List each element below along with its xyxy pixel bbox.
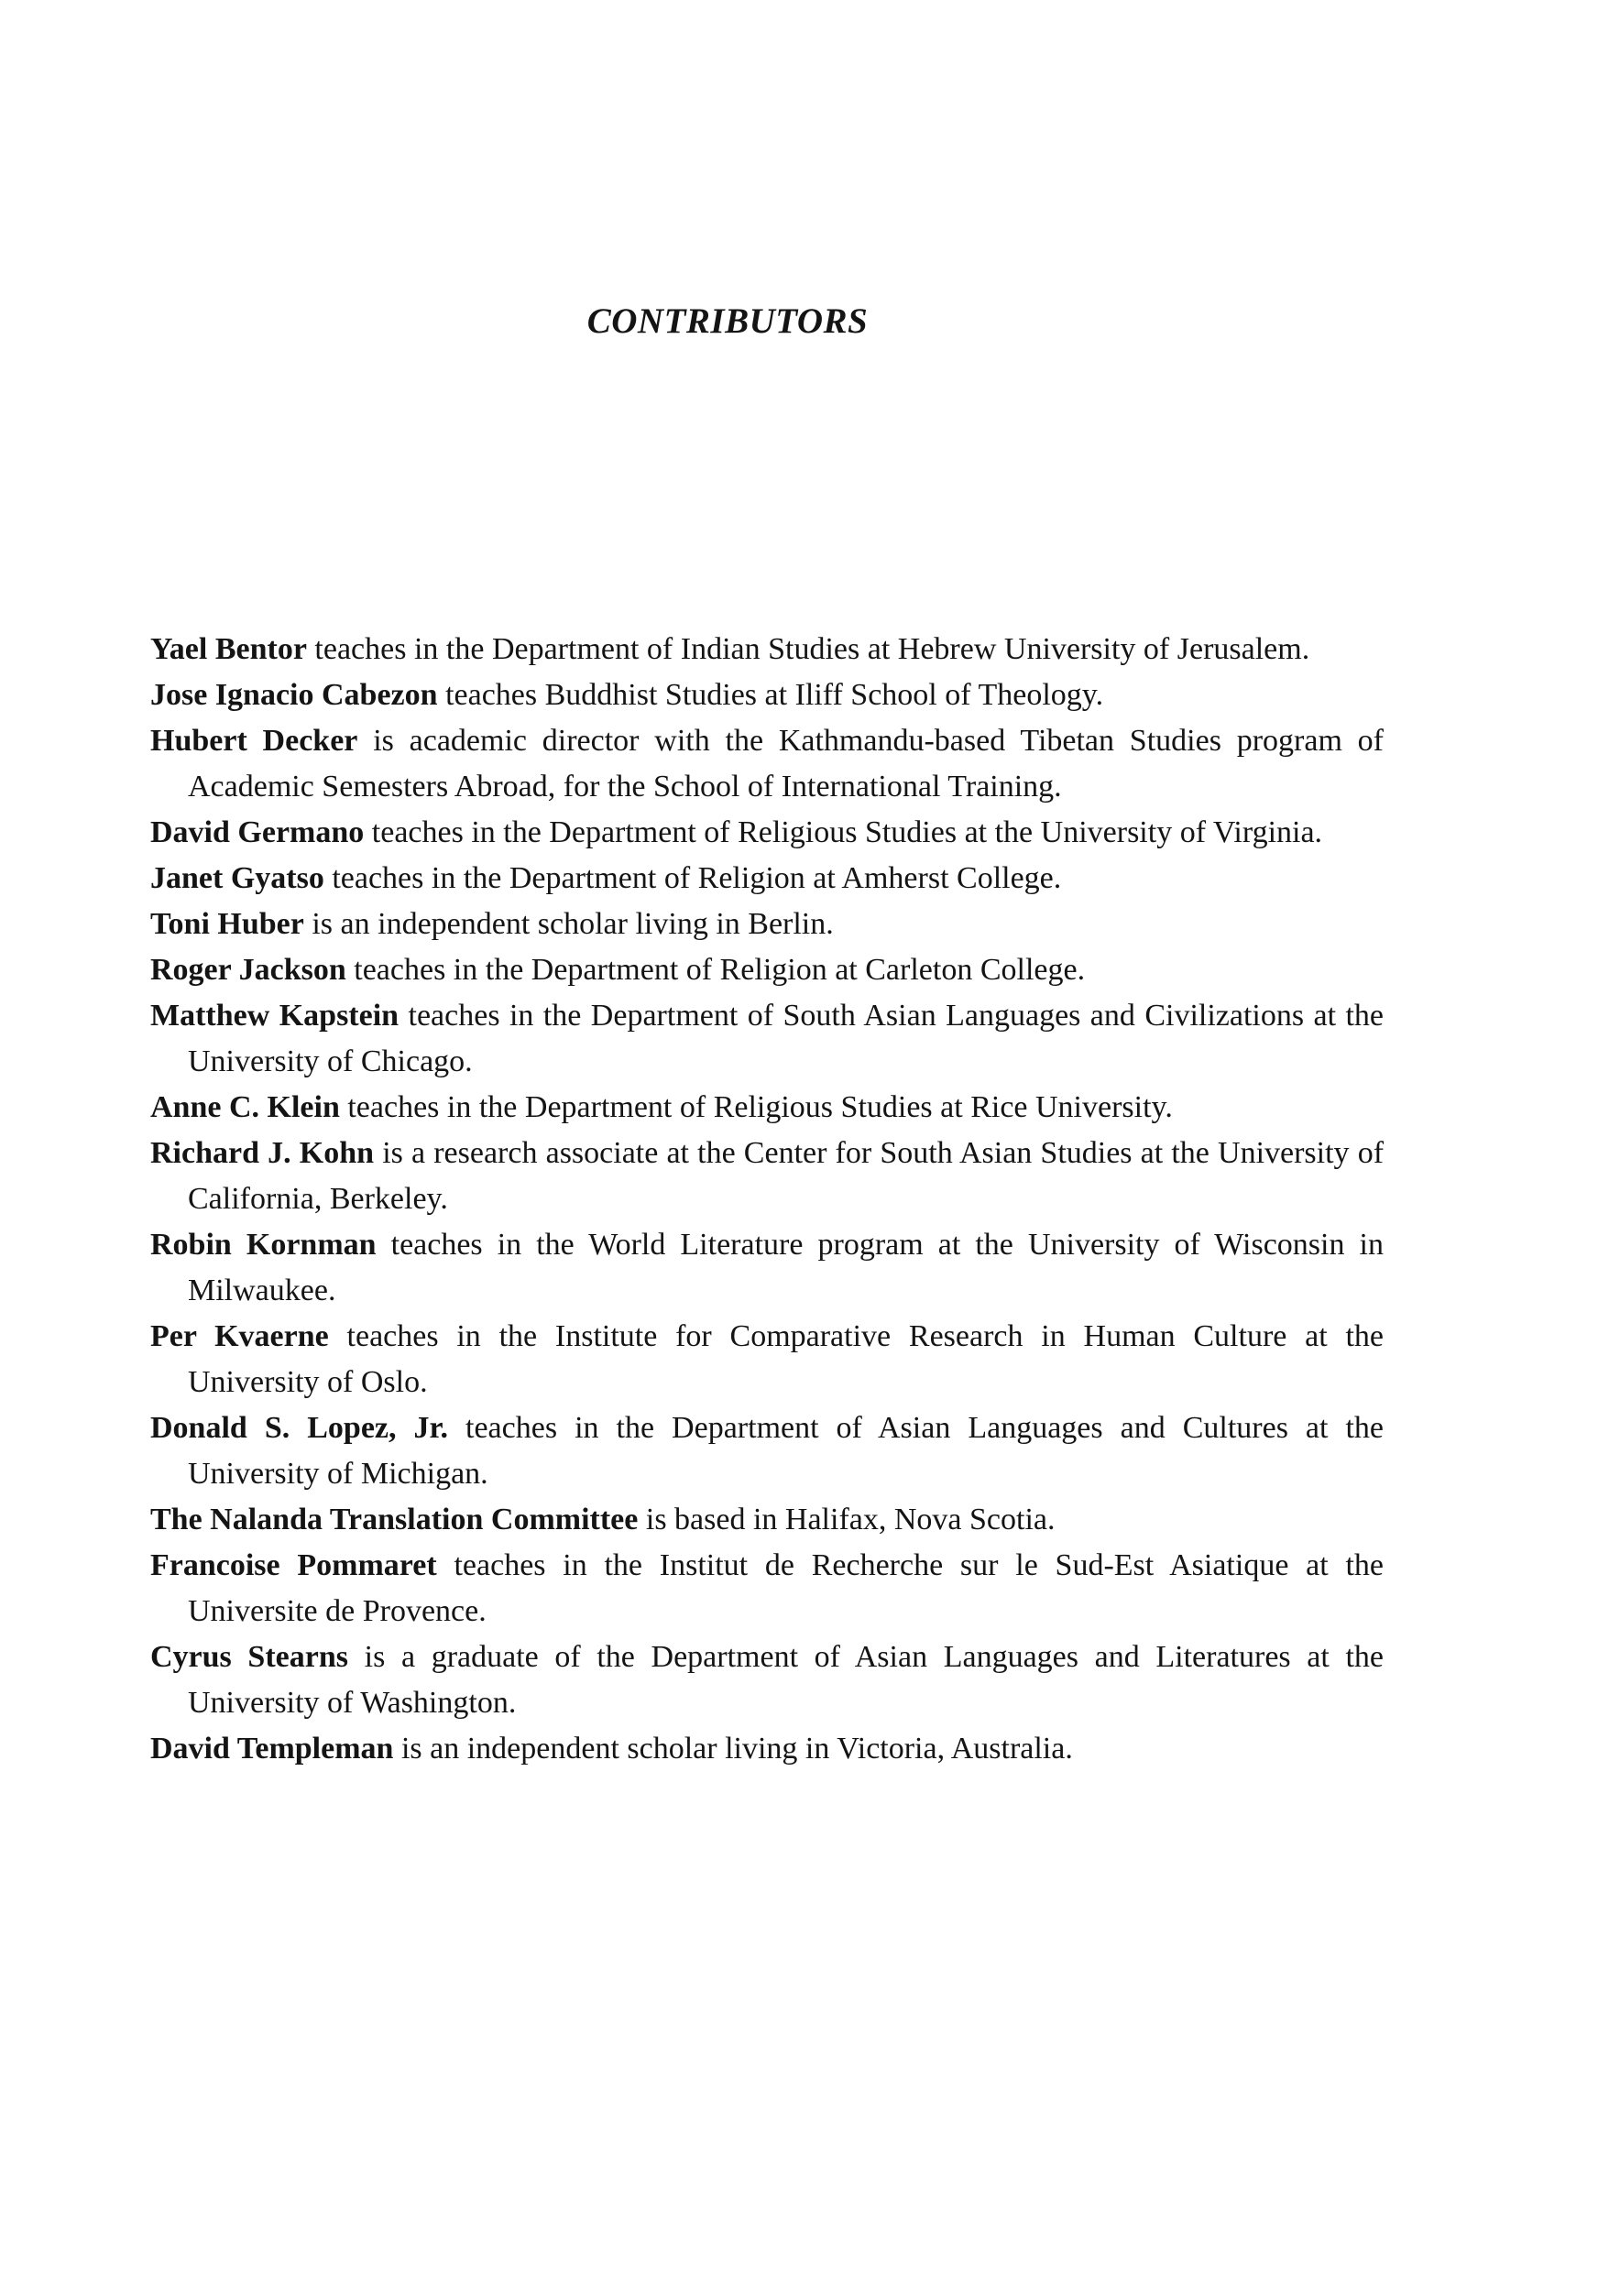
contributor-description: teaches in the Department of Religious Studies at the University of Virginia. — [371, 815, 1323, 849]
contributor-name: Yael Bentor — [150, 632, 307, 666]
contributor-entry — [150, 1726, 1384, 1772]
contributor-name: David Germano — [150, 815, 365, 849]
contributor-description: is a graduate of the Department of Asian Languages and Literatures at the University of Washington. — [188, 1640, 1384, 1720]
contributor-name: Per Kvaerne — [150, 1319, 329, 1353]
contributor-entry — [150, 672, 1384, 718]
contributor-name: Richard J. Kohn — [150, 1136, 375, 1170]
contributor-description: teaches in the Department of Asian Languages and Cultures at the University of Michigan. — [188, 1411, 1385, 1491]
contributor-description: teaches in the Department of Religious Studies at Rice University. — [347, 1090, 1173, 1124]
contributor-entry — [150, 947, 1384, 993]
contributor-name: Anne C. Klein — [150, 1090, 340, 1124]
contributor-name: Roger Jackson — [150, 953, 346, 987]
contributor-name: David Templeman — [150, 1732, 394, 1766]
contributors-list — [150, 627, 1384, 1772]
contributor-description: teaches in the Department of Religion at Amherst College. — [332, 861, 1062, 895]
contributor-name: Jose Ignacio Cabezon — [150, 678, 438, 712]
contributor-name: Francoise Pommaret — [150, 1548, 437, 1582]
contributor-entry — [150, 1085, 1384, 1131]
contributor-name: The Nalanda Translation Committee — [150, 1503, 639, 1536]
contributor-description: teaches in the Department of South Asian Languages and Civilizations at the University of Chicago. — [188, 999, 1385, 1078]
contributor-name: Robin Kornman — [150, 1228, 377, 1262]
contributor-entry — [150, 1635, 1384, 1726]
contributor-description: teaches in the Department of Religion at Carleton College. — [354, 953, 1086, 987]
contributor-description: teaches in the World Literature program at the University of Wisconsin in Milwaukee. — [188, 1228, 1384, 1307]
contributor-entry — [150, 1405, 1384, 1497]
contributor-description: teaches Buddhist Studies at Iliff School of Theology. — [445, 678, 1104, 712]
contributor-entry — [150, 1222, 1384, 1314]
contributor-entry — [150, 993, 1384, 1085]
contributor-entry — [150, 1131, 1384, 1222]
contributor-entry — [150, 1497, 1384, 1543]
contributor-name: Donald S. Lopez, Jr. — [150, 1411, 448, 1445]
contributor-description: teaches in the Institut de Recherche sur le Sud-Est Asiatique at the Universite de Provence. — [188, 1548, 1385, 1628]
contributor-entry — [150, 1314, 1384, 1405]
page-title: CONTRIBUTORS — [586, 301, 869, 341]
contributor-name: Matthew Kapstein — [150, 999, 400, 1033]
contributor-entry — [150, 856, 1384, 902]
contributor-description: is an independent scholar living in Berlin. — [312, 907, 834, 941]
contributor-entry — [150, 627, 1384, 672]
contributor-entry — [150, 1543, 1384, 1635]
contributor-description: is an independent scholar living in Victoria, Australia. — [400, 1732, 1073, 1766]
contributor-description: is based in Halifax, Nova Scotia. — [645, 1503, 1056, 1536]
contributor-description: is academic director with the Kathmandu-based Tibetan Studies program of Academic Semesters Abroad, for the School of International Training. — [188, 724, 1384, 804]
contributor-entry — [150, 902, 1384, 947]
contributor-name: Janet Gyatso — [150, 861, 324, 895]
contributor-entry — [150, 718, 1384, 810]
contributor-description: teaches in the Institute for Comparative Research in Human Culture at the University of Oslo. — [188, 1319, 1384, 1399]
contributor-name: Cyrus Stearns — [150, 1640, 348, 1674]
contributor-name: Hubert Decker — [150, 724, 358, 758]
contributor-name: Toni Huber — [150, 907, 304, 941]
contributor-entry — [150, 810, 1384, 856]
contributor-description: is a research associate at the Center for South Asian Studies at the University of California, Berkeley. — [188, 1136, 1385, 1216]
contributor-description: teaches in the Department of Indian Studies at Hebrew University of Jerusalem. — [314, 632, 1310, 666]
